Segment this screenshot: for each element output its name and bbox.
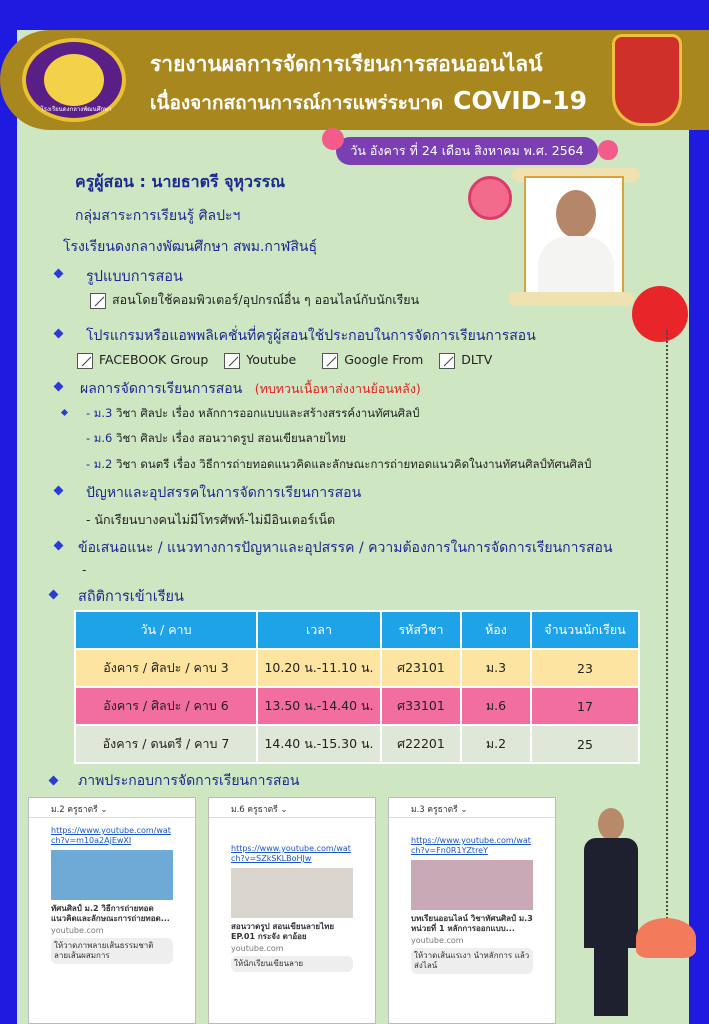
chat-screenshot [208, 797, 376, 1024]
stats-title: สถิติการเข้าเรียน [78, 589, 184, 605]
table-row [75, 649, 639, 687]
table-header: วัน / คาบ [75, 611, 257, 649]
table-cell: อังคาร / ศิลปะ / คาบ 6 [75, 687, 257, 725]
video-site: youtube.com [51, 926, 104, 935]
table-header: เวลา [257, 611, 381, 649]
result-row: - ม.6 วิชา ศิลปะ เรื่อง สอนวาดรูป สอนเขียนลายไทย [86, 431, 346, 445]
chat-title: ม.3 ครูธาตรี ⌄ [389, 798, 555, 818]
result-title: ผลการจัดการเรียนการสอน (ทบทวนเนื้อหาส่งงานย้อนหลัง) [80, 381, 421, 397]
school-name: โรงเรียนดงกลางพัฒนศึกษา สพม.กาฬสินธุ์ [63, 239, 318, 255]
table-cell: ศ33101 [381, 687, 461, 725]
result-row: - ม.3 วิชา ศิลปะ เรื่อง หลักการออกแบบและสร้างสรรค์งานทัศนศิลป์ [86, 406, 420, 420]
virus-icon [632, 286, 688, 342]
header-subtitle: เนื่องจากสถานการณ์การแพร่ระบาด COVID-19 [150, 86, 588, 115]
format-item: สอนโดยใช้คอมพิวเตอร์/อุปกรณ์อื่น ๆ ออนไลน์กับนักเรียน [90, 290, 419, 310]
virus-icon [322, 128, 344, 150]
table-header: ห้อง [461, 611, 531, 649]
table-cell: 23 [531, 649, 639, 687]
attendance-table [74, 610, 640, 764]
chat-title: ม.6 ครูธาตรี ⌄ [209, 798, 375, 818]
table-row [75, 725, 639, 763]
problem-title: ปัญหาและอุปสรรคในการจัดการเรียนการสอน [86, 485, 362, 501]
report-date: วัน อังคาร ที่ 24 เดือน สิงหาคม พ.ศ. 2564 [336, 137, 598, 165]
table-row [75, 687, 639, 725]
video-thumbnail [231, 868, 353, 918]
ministry-emblem [612, 34, 682, 126]
table-cell: ศ23101 [381, 649, 461, 687]
teacher-standing-photo [584, 808, 638, 1020]
table-cell: อังคาร / ดนตรี / คาบ 7 [75, 725, 257, 763]
header-title: รายงานผลการจัดการเรียนการสอนออนไลน์ [150, 52, 543, 76]
table-cell: 14.40 น.-15.30 น. [257, 725, 381, 763]
chat-screenshot [388, 797, 556, 1024]
apps-list: FACEBOOK Group Youtube Google From DLTV [77, 352, 492, 369]
table-cell: ศ22201 [381, 725, 461, 763]
problem-item: - นักเรียนบางคนไม่มีโทรศัพท์-ไม่มีอินเตอร์เน็ต [86, 512, 336, 527]
virus-icon [468, 176, 512, 220]
chat-message: ให้วาดเส้นแรเงา นำหลักการ แล้วส่งไลน์ [411, 948, 533, 974]
chat-link: https://www.youtube.com/watch?v=Fn0R1YZtreY [411, 836, 531, 855]
checkbox-icon [77, 353, 93, 369]
checkbox-icon [90, 293, 106, 309]
suggest-title: ข้อเสนอแนะ / แนวทางการปัญหาและอุปสรรค / ความต้องการในการจัดการเรียนการสอน [78, 540, 613, 556]
table-cell: ม.2 [461, 725, 531, 763]
table-cell: ม.3 [461, 649, 531, 687]
table-cell: ม.6 [461, 687, 531, 725]
chat-message: ให้วาดภาพลายเส้นธรรมชาติ ลายเส้นผสมการ [51, 938, 173, 964]
checkbox-icon [322, 353, 338, 369]
table-cell: อังคาร / ศิลปะ / คาบ 3 [75, 649, 257, 687]
suggest-item: - [82, 563, 87, 577]
checkbox-icon [224, 353, 240, 369]
subject-group: กลุ่มสาระการเรียนรู้ ศิลปะฯ [75, 208, 241, 224]
covid-title: COVID-19 [453, 86, 588, 115]
checkbox-icon [439, 353, 455, 369]
chat-link: https://www.youtube.com/watch?v=m10a2AjEwXI [51, 826, 171, 845]
chat-screenshot [28, 797, 196, 1024]
apps-title: โปรแกรมหรือแอพพลิเคชั่นที่ครูผู้สอนใช้ประกอบในการจัดการเรียนการสอน [86, 328, 536, 344]
video-thumbnail [51, 850, 173, 900]
table-header: จำนวนนักเรียน [531, 611, 639, 649]
table-cell: 13.50 น.-14.40 น. [257, 687, 381, 725]
scroll-bottom [508, 292, 634, 306]
video-caption: ทัศนศิลป์ ม.2 วิธีการถ่ายทอดแนวคิดและลักษณะการถ่ายทอด... [51, 904, 170, 923]
gallery-title: ภาพประกอบการจัดการเรียนการสอน [78, 773, 300, 789]
flower-icon [636, 918, 696, 958]
teacher-name: ครูผู้สอน : นายธาตรี จุหุวรรณ [75, 172, 286, 191]
decorative-dotted-line [666, 330, 668, 930]
video-caption: บทเรียนออนไลน์ วิชาทัศนศิลป์ ม.3 หน่วยที่ 1 หลักการออกแบบ... [411, 914, 533, 933]
table-header-row [75, 611, 639, 649]
teacher-photo [524, 176, 624, 298]
result-row: - ม.2 วิชา ดนตรี เรื่อง วิธีการถ่ายทอดแนวคิดและลักษณะการถ่ายทอดแนวคิดในงานทัศนศิลป์ทัศนศิลป์ [86, 457, 592, 471]
video-site: youtube.com [231, 944, 284, 953]
table-cell: 25 [531, 725, 639, 763]
format-title: รูปแบบการสอน [86, 269, 183, 285]
table-header: รหัสวิชา [381, 611, 461, 649]
virus-icon [598, 140, 618, 160]
table-cell: 17 [531, 687, 639, 725]
table-cell: 10.20 น.-11.10 น. [257, 649, 381, 687]
result-note: (ทบทวนเนื้อหาส่งงานย้อนหลัง) [254, 381, 421, 396]
video-site: youtube.com [411, 936, 464, 945]
school-logo: โรงเรียนดงกลางพัฒนศึกษา [22, 38, 126, 122]
video-caption: สอนวาดรูป สอนเขียนลายไทย EP.01 กระจัง ตาอ้อย [231, 922, 335, 941]
chat-link: https://www.youtube.com/watch?v=SZkSKLBoHJw [231, 844, 351, 863]
video-thumbnail [411, 860, 533, 910]
chat-title: ม.2 ครูธาตรี ⌄ [29, 798, 195, 818]
chat-message: ให้นักเรียนเขียนลาย [231, 956, 353, 972]
